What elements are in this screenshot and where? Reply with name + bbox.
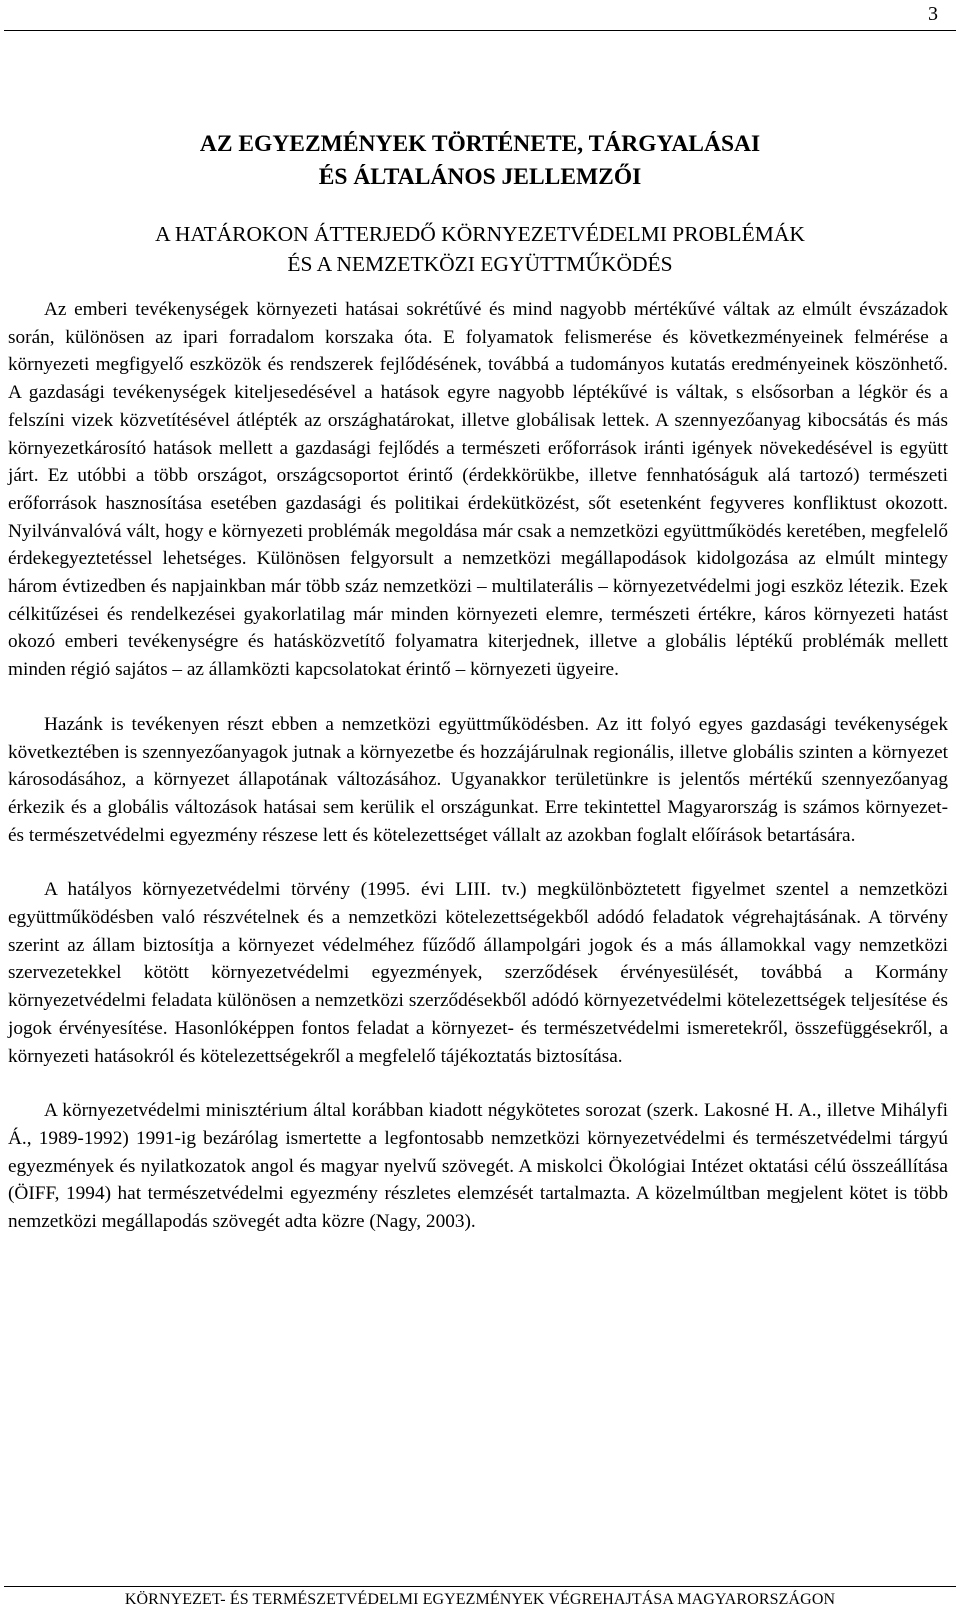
document-title [0, 128, 960, 194]
body-text [8, 296, 948, 1236]
title-line-2: ÉS ÁLTALÁNOS JELLEMZŐI [318, 164, 642, 190]
paragraph-3: A hatályos környezetvédelmi törvény (1995. évi LIII. tv.) megkülönböztetett figyelmet szentel a nemzetközi együttműködésben való részvételnek és a nemzetközi kötelezettségekből adódó feladatok végrehajtásának. A törvény szerint az állam biztosítja a környezet védelméhez fűződő állampolgári jogok és a más államokkal vagy nemzetközi szervezetekkel kötött környezetvédelmi egyezmények, szerződések érvényesülését, továbbá a Kormány környezetvédelmi feladata különösen a nemzetközi szerződésekből adódó környezetvédelmi kötelezettségek teljesítése és jogok érvényesítése. Hasonlóképpen fontos feladat a környezet- és természetvédelmi ismeretekről, összefüggésekről, a környezeti hatásokról és kötelezettségekről a megfelelő tájékoztatás biztosítása. [8, 879, 948, 1067]
page-number: 3 [928, 3, 938, 25]
subtitle-line-1: A HATÁROKON ÁTTERJEDŐ KÖRNYEZETVÉDELMI PROBLÉMÁK [155, 222, 805, 246]
title-line-1: AZ EGYEZMÉNYEK TÖRTÉNETE, TÁRGYALÁSAI [199, 131, 761, 157]
subtitle-line-2: ÉS A NEMZETKÖZI EGYÜTTMŰKÖDÉS [287, 252, 673, 276]
paragraph-4: A környezetvédelmi minisztérium által korábban kiadott négykötetes sorozat (szerk. Lakosné H. A., illetve Mihályfi Á., 1989-1992) 1991-ig bezárólag ismertette a legfontosabb nemzetközi környezetvédelmi és természetvédelmi tárgyú egyezmények és nyilatkozatok angol és magyar nyelvű szövegét. A miskolci Ökológiai Intézet oktatási célú összeállítása (ÖIFF, 1994) hat természetvédelmi egyezmény részletes elemzését tartalmazta. A közelmúltban megjelent kötet is több nemzetközi megállapodás szövegét adta közre (Nagy, 2003). [8, 1100, 948, 1233]
footer-rule [4, 1586, 956, 1587]
header-rule [4, 30, 956, 31]
running-footer: KÖRNYEZET- ÉS TERMÉSZETVÉDELMI EGYEZMÉNYEK VÉGREHAJTÁSA MAGYARORSZÁGON [124, 1591, 836, 1608]
section-subtitle [0, 219, 960, 279]
paragraph-1: Az emberi tevékenységek környezeti hatásai sokrétűvé és mind nagyobb mértékűvé váltak az elmúlt évszázadok során, különösen az ipari forradalom korszaka óta. E folyamatok felismerése és következményeinek felmérése a környezeti megfigyelő eszközök és rendszerek fejlődésének, továbbá a tudományos kutatás eredményeinek köszönhető. A gazdasági tevékenységek kiteljesedésével a hatások egyre nagyobb léptékűvé is váltak, s elsősorban a légkör és a felszíni vizek közvetítésével átlépték az országhatárokat, illetve globálisak lettek. A szennyezőanyag kibocsátás és más környezetkárosító hatások mellett a gazdasági fejlődés a természeti erőforrások iránti igények növekedésével is együtt járt. Ez utóbbi a több országot, országcsoportot érintő (érdekkörükbe, illetve fennhatóságuk alá tartozó) természeti erőforrások hasznosítása esetében gazdasági és politikai érdekütközést, sőt esetenként fegyveres konfliktust okozott. Nyilvánvalóvá vált, hogy e környezeti problémák megoldása már csak a nemzetközi együttműködés keretében, megfelelő érdekegyeztetéssel lehetséges. Különösen felgyorsult a nemzetközi megállapodások kidolgozása az elmúlt mintegy három évtizedben és napjainkban már több száz nemzetközi – multilaterális – környezetvédelmi jogi eszköz létezik. Ezek célkitűzései és rendelkezései gyakorlatilag már minden környezeti elemre, természeti értékre, káros környezeti hatást okozó emberi tevékenységre és hatásközvetítő folyamatra kiterjednek, illetve a globális léptékű problémák mellett minden régió sajátos – az államközti kapcsolatokat érintő – környezeti ügyeire. [8, 299, 948, 681]
paragraph-2: Hazánk is tevékenyen részt ebben a nemzetközi együttműködésben. Az itt folyó egyes gazdasági tevékenységek következtében is szennyezőanyagok jutnak a környezetbe és hozzájárulnak regionális, illetve globális szinten a környezet károsodásához, a környezet állapotának változásához. Ugyanakkor területünkre is jelentős mértékű szennyezőanyag érkezik és a globális változások hatásai sem kerülik el országunkat. Erre tekintettel Magyarország is számos környezet- és természetvédelmi egyezmény részese lett és kötelezettséget vállalt az azokban foglalt előírások betartására. [8, 713, 948, 846]
